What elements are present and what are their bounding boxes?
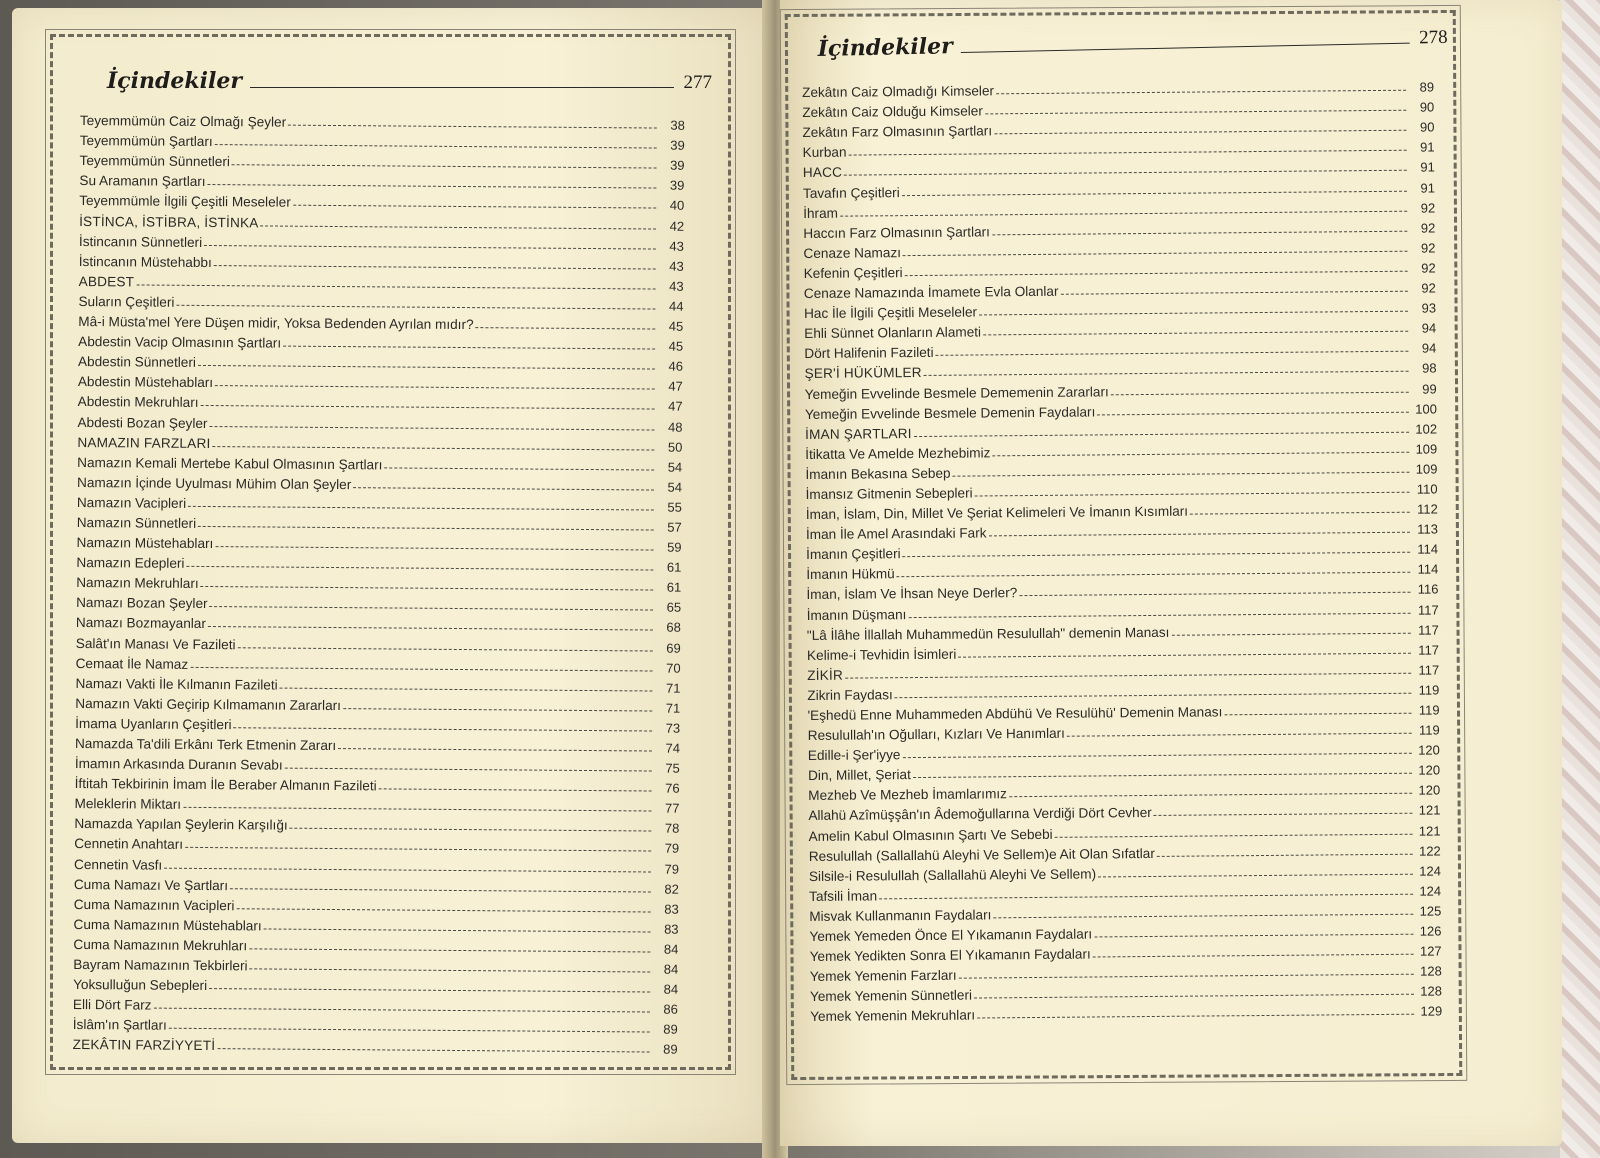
dot-leader bbox=[974, 994, 1414, 999]
toc-entry-page: 116 bbox=[1417, 581, 1439, 598]
toc-entry-page: 92 bbox=[1420, 220, 1436, 236]
toc-entry-title: Namazın Sünnetleri bbox=[76, 514, 197, 531]
toc-entry-title: İstincanın Müstehabbı bbox=[78, 253, 212, 270]
toc-list bbox=[73, 108, 685, 1057]
toc-entry-page: 117 bbox=[1417, 601, 1439, 618]
dot-leader bbox=[214, 265, 656, 269]
toc-entry-title: Hac İle İlgili Çeşitli Meseleler bbox=[803, 304, 978, 322]
dot-leader bbox=[209, 988, 650, 992]
toc-entry-page: 122 bbox=[1418, 843, 1441, 859]
toc-entry-page: 48 bbox=[667, 419, 683, 435]
dot-leader bbox=[283, 346, 655, 350]
toc-entry-page: 128 bbox=[1420, 963, 1442, 979]
header-title: İçindekiler bbox=[817, 33, 953, 62]
toc-entry-page: 43 bbox=[669, 238, 684, 254]
toc-entry-title: Yemeğin Evvelinde Besmele Demenin Faydaları bbox=[804, 404, 1096, 422]
right-page bbox=[780, 0, 1562, 1146]
toc-entry-page: 55 bbox=[667, 499, 682, 515]
toc-entry-title: Namazın Mekruhları bbox=[76, 575, 199, 592]
toc-entry-page: 78 bbox=[664, 820, 680, 837]
toc-entry-title: Cennetin Anahtarı bbox=[74, 836, 184, 853]
toc-entry-page: 84 bbox=[663, 961, 679, 977]
toc-entry-page: 54 bbox=[667, 479, 683, 495]
dot-leader bbox=[992, 451, 1409, 456]
toc-entry-title: Dört Halifenin Fazileti bbox=[804, 345, 934, 362]
dot-leader bbox=[215, 144, 657, 148]
dot-leader bbox=[201, 405, 655, 410]
toc-entry-title: İstincanın Sünnetleri bbox=[78, 233, 203, 250]
dot-leader bbox=[1157, 853, 1413, 856]
dot-leader bbox=[1061, 291, 1408, 295]
toc-entry-page: 45 bbox=[668, 318, 684, 334]
toc-entry-page: 44 bbox=[668, 298, 684, 314]
toc-entry-page: 127 bbox=[1419, 943, 1442, 959]
toc-entry-page: 94 bbox=[1421, 320, 1437, 336]
toc-entry-page: 121 bbox=[1418, 802, 1441, 819]
toc-entry-title: İman, İslam Ve İhsan Neye Derler? bbox=[806, 585, 1018, 603]
dot-leader bbox=[261, 225, 657, 229]
toc-entry-title: Abdesti Bozan Şeyler bbox=[77, 414, 208, 431]
toc-entry-page: 47 bbox=[668, 399, 683, 415]
toc-entry-page: 112 bbox=[1416, 501, 1438, 517]
page-number: 277 bbox=[683, 72, 712, 93]
toc-entry-page: 57 bbox=[667, 519, 682, 535]
toc-entry-page: 82 bbox=[664, 881, 679, 897]
toc-entry-title: ABDEST bbox=[78, 273, 135, 290]
toc-entry-page: 90 bbox=[1419, 119, 1435, 135]
header-title: İçindekiler bbox=[107, 68, 242, 94]
toc-entry-page: 43 bbox=[669, 258, 684, 274]
toc-entry-title: Zekâtın Caiz Olduğu Kimseler bbox=[802, 103, 983, 121]
toc-entry-page: 38 bbox=[670, 117, 685, 133]
toc-entry-page: 99 bbox=[1422, 380, 1437, 397]
toc-entry-page: 84 bbox=[663, 981, 679, 997]
toc-entry-title: Din, Millet, Şeriat bbox=[808, 767, 911, 784]
toc-entry-page: 65 bbox=[666, 599, 682, 616]
toc-entry-page: 74 bbox=[665, 740, 681, 756]
dot-leader bbox=[236, 908, 650, 912]
dot-leader bbox=[1067, 733, 1412, 737]
toc-entry-title: Yemek Yemenin Mekruhları bbox=[810, 1007, 976, 1025]
toc-entry-title: Kelime-i Tevhidin İsimleri bbox=[806, 646, 957, 663]
toc-entry-title: NAMAZIN FARZLARI bbox=[77, 434, 211, 451]
dot-leader bbox=[1224, 713, 1411, 716]
toc-entry-page: 46 bbox=[668, 358, 684, 374]
toc-entry-title: İslâm'ın Şartları bbox=[72, 1017, 167, 1034]
toc-entry-title: ŞER'İ HÜKÜMLER bbox=[804, 365, 922, 382]
toc-entry-title: İman İle Amel Arasındaki Fark bbox=[805, 525, 987, 543]
toc-entry-page: 69 bbox=[666, 640, 681, 656]
toc-entry-title: Teyemmümün Sünnetleri bbox=[79, 153, 230, 170]
dot-leader bbox=[1190, 512, 1410, 515]
toc-entry-title: "Lâ İlâhe İllallah Muhammedün Resulullah" demenin Manası bbox=[806, 624, 1170, 643]
dot-leader bbox=[993, 914, 1413, 919]
dot-leader bbox=[985, 110, 1406, 115]
fabric-background bbox=[1560, 0, 1600, 1158]
dot-leader bbox=[186, 566, 653, 571]
dot-leader bbox=[476, 327, 656, 329]
toc-entry-title: Cuma Namazının Müstehabları bbox=[73, 916, 262, 934]
toc-entry-title: Haccın Farz Olmasının Şartları bbox=[803, 224, 990, 241]
toc-entry-page: 73 bbox=[665, 720, 681, 736]
toc-entry-page: 91 bbox=[1420, 180, 1436, 196]
toc-entry-page: 109 bbox=[1415, 441, 1438, 457]
toc-entry-title: Cenaze Namazı bbox=[803, 244, 902, 261]
dot-leader bbox=[198, 526, 654, 531]
toc-entry-title: Namazda Ta'dili Erkânı Terk Etmenin Zararı bbox=[74, 735, 337, 754]
left-page bbox=[12, 8, 772, 1143]
dot-leader bbox=[996, 90, 1406, 95]
toc-entry-title: Meleklerin Miktarı bbox=[74, 796, 182, 813]
toc-entry-page: 68 bbox=[666, 620, 681, 636]
toc-entry-page: 124 bbox=[1419, 883, 1442, 899]
toc-entry-title: Kefenin Çeşitleri bbox=[803, 265, 903, 281]
toc-entry-title: İmama Uyanların Çeşitleri bbox=[75, 715, 232, 733]
toc-entry-title: Namazın Edepleri bbox=[76, 555, 185, 571]
dot-leader bbox=[136, 284, 655, 289]
toc-entry-page: 93 bbox=[1421, 300, 1437, 316]
toc-entry-page: 86 bbox=[663, 1001, 678, 1017]
dot-leader bbox=[338, 748, 652, 751]
toc-entry-title: Cenaze Namazında İmamete Evla Olanlar bbox=[803, 283, 1059, 302]
toc-entry-title: Tavafın Çeşitleri bbox=[802, 184, 900, 201]
dot-leader bbox=[924, 371, 1409, 376]
toc-entry-page: 76 bbox=[665, 780, 680, 796]
dot-leader bbox=[1111, 391, 1409, 395]
toc-entry-page: 92 bbox=[1420, 200, 1436, 216]
toc-entry-page: 117 bbox=[1418, 662, 1440, 678]
toc-entry-page: 79 bbox=[664, 861, 680, 877]
toc-entry-page: 39 bbox=[669, 178, 685, 194]
toc-entry-title: İmanın Hükmü bbox=[806, 566, 895, 583]
toc-entry-title: İmanın Bekasına Sebep bbox=[805, 465, 951, 482]
toc-entry-page: 94 bbox=[1421, 340, 1437, 356]
toc-entry-title: Teyemmümün Şartları bbox=[79, 133, 213, 150]
dot-leader bbox=[249, 948, 650, 952]
toc-entry-page: 120 bbox=[1418, 762, 1441, 778]
toc-entry-page: 61 bbox=[666, 559, 682, 575]
toc-entry-page: 71 bbox=[665, 700, 681, 716]
toc-entry-page: 119 bbox=[1418, 702, 1440, 718]
toc-entry-page: 75 bbox=[665, 760, 680, 776]
toc-entry-title: Namazda Yapılan Şeylerin Karşılığı bbox=[74, 816, 288, 834]
toc-entry-title: Salât'ın Manası Ve Fazileti bbox=[75, 635, 236, 652]
toc-entry-title: Cuma Namazının Vacipleri bbox=[73, 896, 235, 913]
dot-leader bbox=[1094, 934, 1413, 938]
toc-entry-page: 79 bbox=[664, 841, 680, 857]
dot-leader bbox=[953, 472, 1410, 477]
toc-entry-title: Resulullah (Sallallahü Aleyhi Ve Sellem)e Ait Olan Sıfatlar bbox=[808, 845, 1155, 864]
toc-entry-page: 92 bbox=[1421, 280, 1436, 296]
toc-entry-title: HACC bbox=[802, 165, 843, 181]
dot-leader bbox=[215, 546, 653, 550]
toc-entry-title: Namazı Bozmayanlar bbox=[75, 615, 206, 632]
toc-entry-page: 119 bbox=[1418, 722, 1440, 738]
toc-entry-title: Yemek Yedikten Sonra El Yıkamanın Faydaları bbox=[809, 946, 1091, 965]
toc-entry-page: 100 bbox=[1415, 401, 1437, 417]
dot-leader bbox=[288, 125, 657, 129]
dot-leader bbox=[958, 652, 1411, 657]
dot-leader bbox=[379, 789, 652, 792]
toc-entry-page: 54 bbox=[667, 459, 683, 475]
toc-entry-title: Suların Çeşitleri bbox=[78, 293, 175, 310]
toc-entry-page: 89 bbox=[1419, 79, 1435, 95]
toc-entry-page: 42 bbox=[669, 218, 685, 234]
toc-entry-title: Edille-i Şer'iyye bbox=[807, 747, 901, 764]
toc-list bbox=[802, 74, 1442, 1024]
dot-leader bbox=[975, 492, 1410, 497]
toc-entry-title: İmamın Arkasında Duranın Sevabı bbox=[74, 756, 283, 773]
page-number: 278 bbox=[1418, 26, 1448, 49]
dot-leader bbox=[210, 606, 654, 610]
toc-entry-title: Mâ-i Müsta'mel Yere Düşen midir, Yoksa Bedenden Ayrılan mıdır? bbox=[78, 314, 474, 333]
dot-leader bbox=[208, 184, 657, 189]
dot-leader bbox=[1019, 592, 1410, 596]
toc-entry-title: Abdestin Müstehabları bbox=[77, 374, 214, 391]
toc-entry-title: Abdestin Sünnetleri bbox=[77, 354, 196, 371]
toc-entry-page: 117 bbox=[1418, 622, 1439, 638]
toc-entry-title: Zikrin Faydası bbox=[807, 687, 893, 703]
toc-entry-page: 47 bbox=[668, 378, 683, 395]
toc-entry-title: Su Aramanın Şartları bbox=[79, 173, 206, 190]
toc-entry-title: Mezheb Ve Mezheb İmamlarımız bbox=[808, 786, 1008, 804]
dot-leader bbox=[994, 130, 1406, 135]
dot-leader bbox=[190, 667, 652, 672]
toc-entry-page: 125 bbox=[1419, 903, 1442, 919]
dot-leader bbox=[992, 230, 1407, 235]
toc-entry-title: Namazın Kemali Mertebe Kabul Olmasının Şartları bbox=[77, 454, 383, 473]
dot-leader bbox=[384, 467, 654, 470]
toc-entry-title: Abdestin Mekruhları bbox=[77, 394, 199, 411]
toc-entry-title: İSTİNCA, İSTİBRA, İSTİNKA bbox=[79, 213, 259, 230]
toc-entry-page: 126 bbox=[1419, 923, 1442, 939]
toc-entry-title: Yemek Yemenin Sünnetleri bbox=[809, 987, 973, 1005]
dot-leader bbox=[230, 888, 651, 892]
toc-entry-title: İMAN ŞARTLARI bbox=[805, 425, 912, 442]
dot-leader bbox=[212, 446, 654, 450]
toc-entry-title: Zekâtın Farz Olmasının Şartları bbox=[802, 123, 993, 141]
dot-leader bbox=[290, 828, 652, 832]
dot-leader bbox=[1093, 954, 1414, 958]
dot-leader bbox=[979, 311, 1408, 316]
toc-entry-page: 40 bbox=[669, 198, 685, 214]
toc-entry-page: 91 bbox=[1420, 159, 1435, 176]
dot-leader bbox=[1154, 813, 1413, 816]
toc-entry-title: 'Eşhedü Enne Muhammeden Abdühü Ve Resulühü' Demenin Manası bbox=[807, 704, 1223, 723]
toc-entry-page: 70 bbox=[666, 660, 681, 676]
dot-leader bbox=[1009, 793, 1412, 798]
toc-entry-title: Cuma Namazı Ve Şartları bbox=[73, 876, 229, 893]
toc-entry-page: 121 bbox=[1418, 823, 1441, 839]
dot-leader bbox=[208, 626, 653, 630]
dot-leader bbox=[1055, 833, 1413, 837]
toc-entry-page: 119 bbox=[1418, 682, 1440, 698]
dot-leader bbox=[977, 1014, 1414, 1019]
dot-leader bbox=[176, 305, 655, 310]
dot-leader bbox=[183, 807, 651, 812]
dot-leader bbox=[250, 968, 651, 972]
toc-entry-page: 109 bbox=[1415, 461, 1438, 477]
toc-entry-page: 83 bbox=[664, 901, 679, 917]
toc-entry-title: ZİKİR bbox=[807, 667, 844, 683]
dot-leader bbox=[1097, 411, 1409, 415]
dot-leader bbox=[902, 753, 1411, 758]
toc-entry-page: 102 bbox=[1415, 421, 1438, 437]
dot-leader bbox=[903, 552, 1411, 557]
dot-leader bbox=[897, 572, 1411, 577]
toc-entry-title: ZEKÂTIN FARZİYYETİ bbox=[72, 1037, 216, 1054]
toc-entry-page: 113 bbox=[1417, 521, 1439, 537]
dot-leader bbox=[217, 1049, 649, 1053]
dot-leader bbox=[959, 974, 1414, 979]
toc-entry-title: Silsile-i Resulullah (Sallallahü Aleyhi Ve Sellem) bbox=[808, 866, 1097, 884]
dot-leader bbox=[232, 164, 657, 168]
toc-entry-title: Namazı Bozan Şeyler bbox=[76, 595, 208, 612]
toc-entry-page: 39 bbox=[670, 137, 685, 153]
toc-entry-title: Ehli Sünnet Olanların Alameti bbox=[804, 324, 982, 342]
dot-leader bbox=[905, 271, 1408, 276]
toc-entry-title: Yemek Yemeden Önce El Yıkamanın Faydaları bbox=[809, 926, 1093, 944]
toc-entry-title: Amelin Kabul Olmasının Şartı Ve Sebebi bbox=[808, 826, 1053, 844]
toc-entry-page: 117 bbox=[1418, 642, 1440, 658]
toc-entry-page: 120 bbox=[1418, 742, 1440, 758]
toc-entry-title: Teyemmümle İlgili Çeşitli Meseleler bbox=[79, 193, 291, 211]
toc-entry-title: Misvak Kullanmanın Faydaları bbox=[809, 907, 992, 924]
toc-entry-page: 89 bbox=[663, 1042, 678, 1058]
toc-entry-title: Namazın Vacipleri bbox=[76, 494, 187, 511]
dot-leader bbox=[914, 431, 1409, 436]
dot-leader bbox=[188, 506, 654, 511]
toc-entry-title: Yemeğin Evvelinde Besmele Dememenin Zararları bbox=[804, 383, 1109, 402]
toc-entry-page: 129 bbox=[1420, 1003, 1443, 1020]
dot-leader bbox=[185, 847, 651, 852]
dot-leader bbox=[1098, 873, 1413, 877]
toc-entry-title: Namazın Vakti Geçirip Kılmamanın Zararları bbox=[75, 695, 342, 713]
toc-entry-page: 120 bbox=[1418, 782, 1441, 799]
dot-leader bbox=[285, 768, 652, 772]
dot-leader bbox=[908, 612, 1410, 617]
toc-entry-title: İftitah Tekbirinin İmam İle Beraber Almanın Fazileti bbox=[74, 776, 377, 794]
toc-entry-page: 110 bbox=[1416, 481, 1438, 497]
dot-leader bbox=[198, 365, 655, 370]
toc-entry-page: 90 bbox=[1419, 99, 1435, 115]
toc-entry-page: 50 bbox=[667, 439, 683, 455]
toc-entry-title: Cennetin Vasfı bbox=[74, 856, 163, 873]
dot-leader bbox=[913, 773, 1412, 778]
toc-entry-page: 77 bbox=[664, 800, 680, 817]
toc-entry-title: Cuma Namazının Mekruhları bbox=[73, 936, 248, 954]
toc-entry-title: Yoksulluğun Sebepleri bbox=[73, 977, 208, 994]
toc-entry-page: 59 bbox=[667, 539, 682, 555]
dot-leader bbox=[353, 487, 654, 490]
toc-entry-page: 114 bbox=[1417, 561, 1439, 577]
dot-leader bbox=[215, 385, 655, 389]
toc-entry-title: İmanın Düşmanı bbox=[806, 606, 907, 623]
dot-leader bbox=[209, 426, 654, 430]
toc-entry-page: 39 bbox=[670, 157, 685, 174]
toc-entry-title: Zekâtın Caiz Olmadığı Kimseler bbox=[802, 83, 995, 101]
toc-entry-title: Yemek Yemenin Farzları bbox=[809, 967, 957, 985]
dot-leader bbox=[238, 647, 653, 651]
dot-leader bbox=[343, 708, 652, 711]
toc-entry-page: 84 bbox=[663, 941, 679, 957]
dot-leader bbox=[153, 1008, 649, 1013]
toc-entry-page: 71 bbox=[665, 680, 681, 696]
toc-entry-title: Teyemmümün Caiz Olmağı Şeyler bbox=[79, 113, 287, 130]
toc-entry-page: 83 bbox=[664, 921, 679, 937]
toc-entry-page: 91 bbox=[1420, 139, 1435, 155]
dot-leader bbox=[293, 205, 656, 209]
toc-entry-title: Kurban bbox=[802, 144, 847, 161]
dot-leader bbox=[936, 351, 1409, 356]
toc-entry-title: Abdestin Vacip Olmasının Şartları bbox=[78, 334, 282, 351]
toc-entry-title: Namazın Müstehabları bbox=[76, 535, 214, 552]
toc-entry-page: 128 bbox=[1420, 983, 1443, 999]
toc-entry-title: Tafsili İman bbox=[809, 888, 878, 904]
toc-entry-title: Allahü Azîmüşşân'ın Âdemoğullarına Verdiği Dört Cevher bbox=[808, 805, 1152, 824]
toc-entry-page: 124 bbox=[1419, 863, 1441, 879]
toc-entry-title: İmansız Gitmenin Sebepleri bbox=[805, 485, 973, 502]
toc-entry-title: İmanın Çeşitleri bbox=[806, 546, 901, 563]
dot-leader bbox=[903, 251, 1408, 256]
toc-entry-title: Bayram Namazının Tekbirleri bbox=[73, 957, 248, 974]
dot-leader bbox=[204, 245, 656, 250]
toc-entry-page: 45 bbox=[668, 338, 684, 354]
toc-entry-title: Namazın İçinde Uyulması Mühim Olan Şeyler bbox=[77, 474, 352, 492]
toc-entry-title: Resulullah'ın Oğulları, Kızları Ve Hanımları bbox=[807, 725, 1065, 744]
dot-leader bbox=[902, 190, 1407, 195]
toc-entry-page: 43 bbox=[669, 278, 684, 294]
toc-entry-title: İhram bbox=[803, 205, 838, 221]
toc-entry-title: İman, İslam, Din, Millet Ve Şeriat Kelimeleri Ve İmanın Kısımları bbox=[805, 503, 1189, 523]
toc-entry-page: 89 bbox=[663, 1021, 678, 1038]
toc-entry-page: 61 bbox=[666, 579, 682, 595]
dot-leader bbox=[201, 586, 654, 591]
dot-leader bbox=[1171, 632, 1410, 635]
header-rule bbox=[250, 87, 674, 88]
dot-leader bbox=[234, 727, 653, 731]
toc-entry-title: İtikatta Ve Amelde Mezhebimiz bbox=[805, 445, 991, 462]
dot-leader bbox=[169, 1028, 650, 1033]
toc-entry-page: 92 bbox=[1421, 260, 1436, 276]
dot-leader bbox=[983, 331, 1408, 336]
dot-leader bbox=[264, 928, 651, 932]
toc-entry-page: 92 bbox=[1420, 240, 1436, 256]
dot-leader bbox=[164, 867, 651, 872]
toc-entry-title: Namazı Vakti İle Kılmanın Fazileti bbox=[75, 675, 278, 693]
toc-entry-title: Elli Dört Farz bbox=[72, 997, 152, 1013]
toc-entry-page: 114 bbox=[1417, 541, 1439, 557]
dot-leader bbox=[989, 532, 1410, 537]
dot-leader bbox=[280, 687, 653, 691]
toc-entry-page: 98 bbox=[1422, 360, 1437, 377]
toc-entry-title: Cemaat İle Namaz bbox=[75, 655, 189, 672]
page-header bbox=[107, 68, 712, 94]
